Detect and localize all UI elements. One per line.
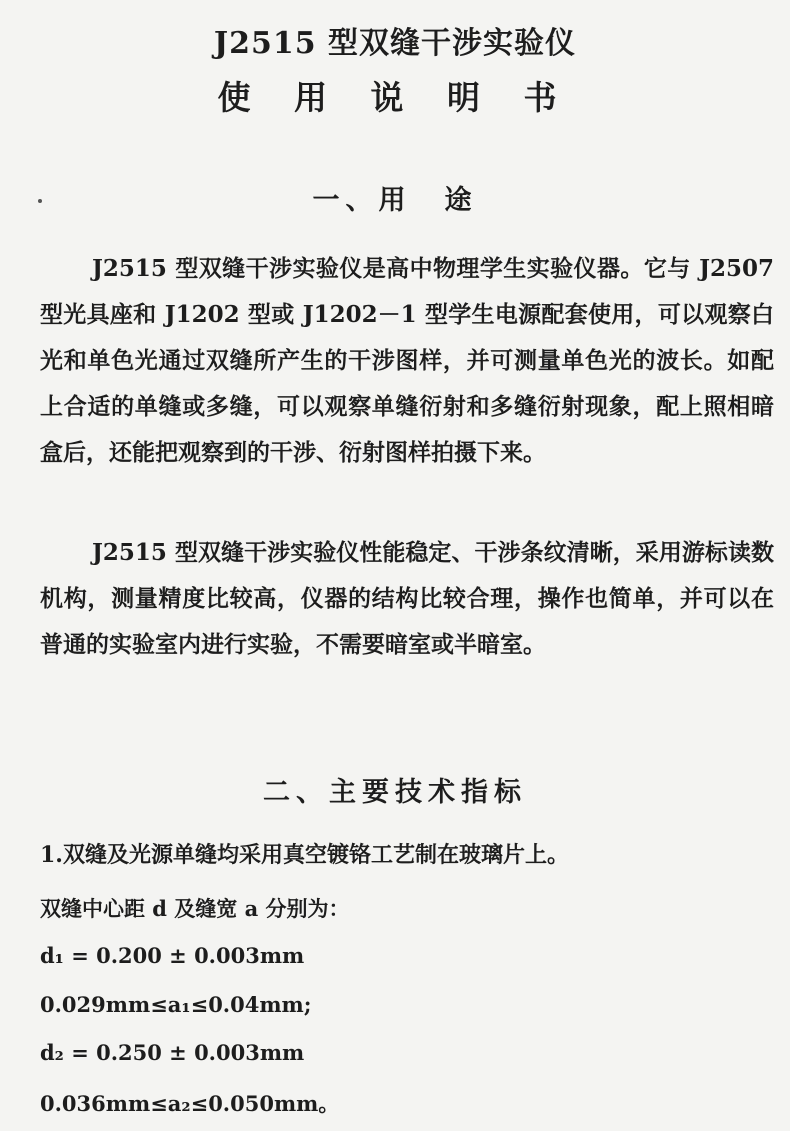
spec-a2: 0.036mm≤a₂≤0.050mm。 xyxy=(40,1091,340,1116)
spec-a1: 0.029mm≤a₁≤0.04mm; xyxy=(40,992,312,1017)
spec-d1: d₁ = 0.200 ± 0.003mm xyxy=(40,943,305,968)
document-title: J2515 型双缝干涉实验仪 xyxy=(213,26,577,61)
purpose-paragraph-2 xyxy=(40,530,774,668)
spec-item-1: 1.双缝及光源单缝均采用真空镀铬工艺制在玻璃片上。 xyxy=(40,842,569,868)
purpose-paragraph-1 xyxy=(40,246,774,476)
document-subtitle: 使 用 说 明 书 xyxy=(217,78,573,117)
purpose-paragraph-2-text: J2515 型双缝干涉实验仪性能稳定、干涉条纹清晰，采用游标读数机构，测量精度比较高，仪器的结构比较合理，操作也简单，并可以在普通的实验室内进行实验，不需要暗室或半暗室。 xyxy=(40,539,774,658)
section-heading-purpose: 一、用 途 xyxy=(312,185,478,216)
spec-d2: d₂ = 0.250 ± 0.003mm xyxy=(40,1040,305,1065)
section-heading-specs: 二、主要技术指标 xyxy=(263,777,527,808)
purpose-paragraph-1-text: J2515 型双缝干涉实验仪是高中物理学生实验仪器。它与 J2507 型光具座和 J1202 型或 J1202－1 型学生电源配套使用，可以观察白光和单色光通过双缝所产生的干涉图样，并可测量单色光的波长。如配上合适的单缝或多缝，可以观察单缝衍射和多缝衍射现象，配上照相暗盒后，还能把观察到的干涉、衍射图样拍摄下来。 xyxy=(40,255,774,466)
spec-intro: 双缝中心距 d 及缝宽 a 分别为： xyxy=(40,896,350,921)
